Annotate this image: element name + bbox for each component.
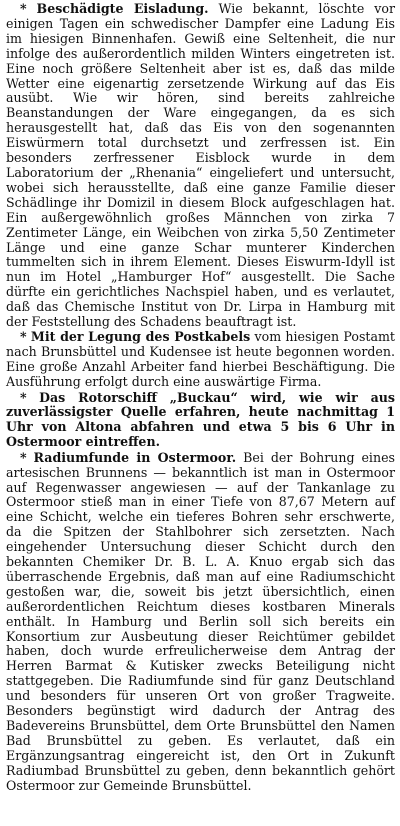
article-marker: * <box>20 449 27 465</box>
article-headline: Beschädigte Eisladung. <box>36 1 209 16</box>
article-radiumfunde <box>6 451 395 794</box>
article-headline: Das Rotorschiff „Buckau“ wird, wie wir aus zuverlässigster Quelle erfahren, heute nachmittag 1 Uhr von Altona abfahren und etwa 5 bis 6 Uhr in Ostermoor eintreffen. <box>6 389 395 450</box>
article-marker: * <box>20 389 27 405</box>
article-marker: * <box>20 1 27 16</box>
article-body: Bei der Bohrung eines artesischen Brunnens — bekanntlich ist man in Ostermoor auf Regenwasser angewiesen — auf der Tankanlage zu Ostermoor stieß man in einer Tiefe von 87,67 Metern auf eine Schicht, welche ein tieferes Bohren sehr erschwerte, da die Spitzen der Stahlbohrer sich zersetzten. Nach eingehender Untersuchung dieser Schicht durch den bekannten Chemiker Dr. B. L. A. Knuo ergab sich das überraschende Ergebnis, daß man auf eine Radiumschicht gestoßen war, die, soweit bis jetzt übersichtlich, einen außerordentlichen Reichtum dieses kostbaren Minerals enthält. In Hamburg und Berlin soll sich bereits ein Konsortium zur Ausbeutung dieser Reichtümer gebildet haben, doch wurde erfreulicherweise dem Antrag der Herren Barmat & Kutisker zwecks Beteiligung nicht stattgegeben. Die Radiumfunde sind für ganz Deutschland und besonders für unseren Ort von großer Tragweite. Besonders begünstigt wird dadurch der Antrag des Badevereins Brunsbüttel, dem Orte Brunsbüttel den Namen Bad Brunsbüttel zu geben. Es verlautet, daß ein Ergänzungsantrag eingereicht ist, den Ort in Zukunft Radiumbad Brunsbüttel zu geben, denn bekanntlich gehört Ostermoor zur Gemeinde Brunsbüttel. <box>6 449 395 793</box>
article-body: Wie bekannt, löschte vor einigen Tagen ein schwedischer Dampfer eine Ladung Eis im hiesigen Binnenhafen. Gewiß eine Seltenheit, die nur infolge des außerordentlich milden Winters eingetreten ist. Eine noch größere Seltenheit aber ist es, daß das milde Wetter eine eigenartig zersetzende Wirkung auf das Eis ausübt. Wie wir hören, sind bereits zahlreiche Beanstandungen der Ware eingegangen, da es sich herausgestellt hat, daß das Eis von den sogenannten Eiswürmern total durchsetzt und zerfressen ist. Ein besonders zerfressener Eisblock wurde in dem Laboratorium der „Rhenania“ eingeliefert und untersucht, wobei sich herausstellte, daß eine ganze Familie dieser Schädlinge ihr Domizil in diesem Block aufgeschlagen hat. Ein außergewöhnlich großes Männchen von zirka 7 Zentimeter Länge, ein Weibchen von zirka 5,50 Zentimeter Länge und eine ganze Schar munterer Kinderchen tummelten sich in ihrem Element. Dieses Eiswurm-Idyll ist nun im Hotel „Hamburger Hof“ ausgestellt. Die Sache dürfte ein gerichtliches Nachspiel haben, und es verlautet, daß das Chemische Institut von Dr. Lirpa in Hamburg mit der Feststellung des Schadens beauftragt ist. <box>6 1 395 330</box>
article-body: vom hiesigen Postamt nach Brunsbüttel und Kudensee ist heute begonnen worden. Eine große Anzahl Arbeiter fand hierbei Beschäftigung. Die Ausführung erfolgt durch eine auswärtige Firma. <box>6 329 395 390</box>
article-postkabel <box>6 330 395 390</box>
article-headline: Mit der Legung des Postkabels <box>30 329 251 345</box>
article-headline: Radiumfunde in Ostermoor. <box>33 449 237 465</box>
article-eisladung <box>6 2 395 330</box>
article-rotorschiff <box>6 391 395 451</box>
article-marker: * <box>20 329 27 345</box>
